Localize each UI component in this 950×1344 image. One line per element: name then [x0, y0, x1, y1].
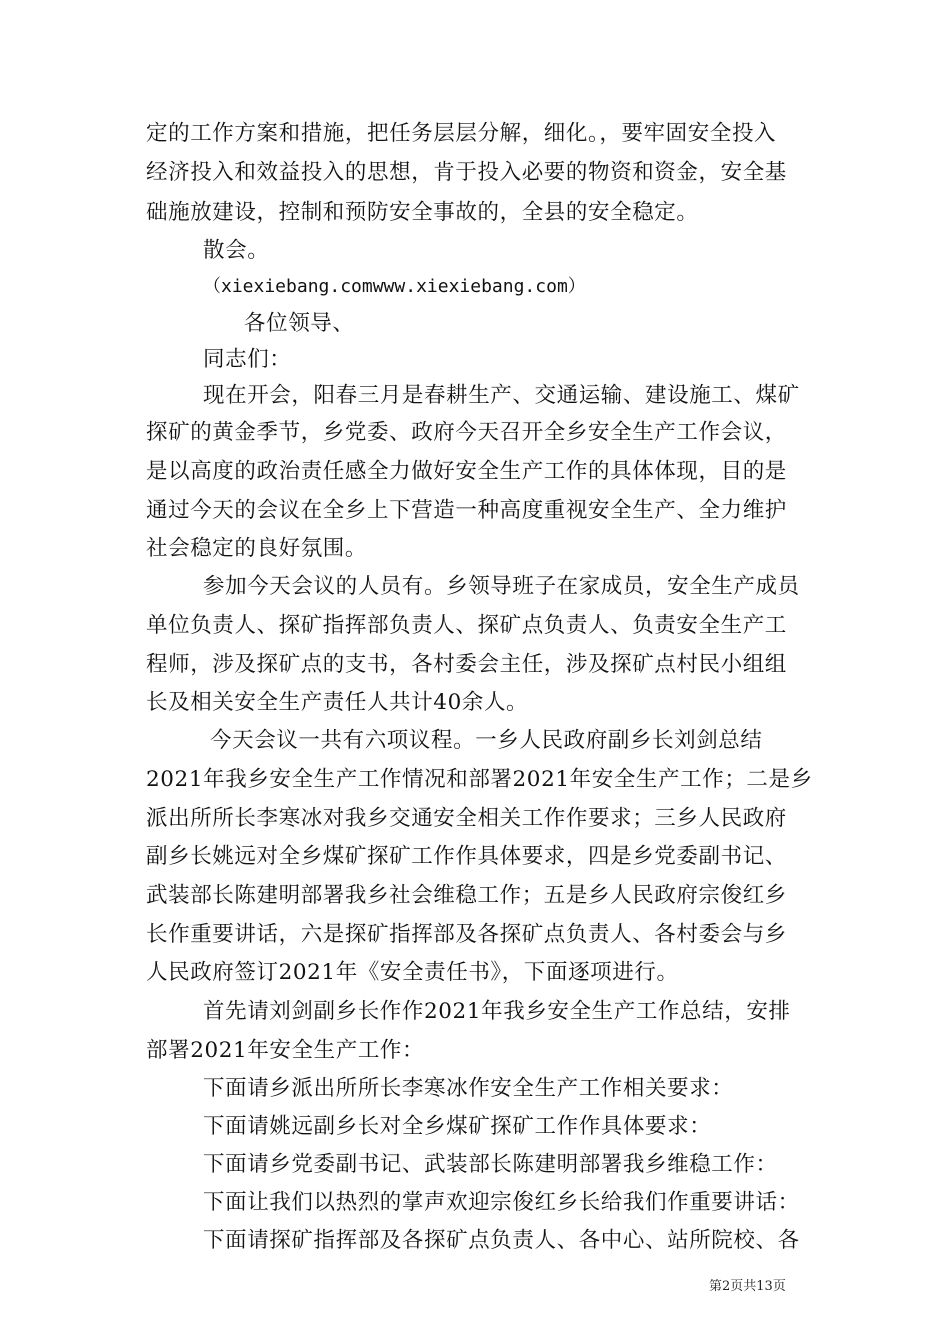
paragraph-line: 定的工作方案和措施，把任务层层分解，细化。，要牢固安全投入	[146, 121, 777, 146]
paragraph-line: 下面让我们以热烈的掌声欢迎宗俊红乡长给我们作重要讲话：	[203, 1190, 800, 1215]
paragraph-line: 2021年我乡安全生产工作情况和部署2021年安全生产工作；二是乡	[146, 767, 813, 792]
paragraph-line: 派出所所长李寒冰对我乡交通安全相关工作作要求；三乡人民政府	[146, 806, 787, 831]
page-number-footer: 第2页共13页	[709, 1279, 786, 1294]
paragraph-line: 今天会议一共有六项议程。一乡人民政府副乡长刘剑总结	[210, 728, 763, 753]
paragraph-line: 下面请乡派出所所长李寒冰作安全生产工作相关要求：	[203, 1076, 734, 1101]
paragraph-line: 下面请探矿指挥部及各探矿点负责人、各中心、站所院校、各	[203, 1228, 800, 1253]
paragraph-line: 首先请刘剑副乡长作作2021年我乡安全生产工作总结，安排	[203, 999, 791, 1024]
paragraph-line: 人民政府签订2021年《安全责任书》，下面逐项进行。	[146, 960, 679, 985]
paragraph-line: 探矿的黄金季节，乡党委、政府今天召开全乡安全生产工作会议，	[146, 420, 787, 445]
paragraph-line: 副乡长姚远对全乡煤矿探矿工作作具体要求，四是乡党委副书记、	[146, 844, 787, 869]
paragraph-line: 下面请姚远副乡长对全乡煤矿探矿工作作具体要求：	[203, 1114, 712, 1139]
paragraph-line: 下面请乡党委副书记、武装部长陈建明部署我乡维稳工作：	[203, 1152, 778, 1177]
paragraph-line: 长作重要讲话，六是探矿指挥部及各探矿点负责人、各村委会与乡	[146, 922, 787, 947]
paragraph-line: 程师，涉及探矿点的支书，各村委会主任，涉及探矿点村民小组组	[146, 652, 787, 677]
paragraph-line: 单位负责人、探矿指挥部负责人、探矿点负责人、负责安全生产工	[146, 613, 787, 638]
paragraph-line: 部署2021年安全生产工作：	[146, 1038, 425, 1063]
salutation-line: 同志们：	[203, 347, 292, 372]
paragraph-line: 参加今天会议的人员有。乡领导班子在家成员，安全生产成员	[203, 574, 800, 599]
paragraph-line: 是以高度的政治责任感全力做好安全生产工作的具体体现，目的是	[146, 459, 787, 484]
paragraph-line: 础施放建设，控制和预防安全事故的，全县的安全稳定。	[146, 200, 699, 225]
paragraph-line: 现在开会，阳春三月是春耕生产、交通运输、建设施工、煤矿	[203, 383, 800, 408]
paragraph-line: 武装部长陈建明部署我乡社会维稳工作；五是乡人民政府宗俊红乡	[146, 883, 787, 908]
paragraph-line: 社会稳定的良好氛围。	[146, 536, 368, 561]
salutation-line: 各位领导、	[244, 311, 355, 336]
source-url-line: （xiexiebang.comwww.xiexiebang.com）	[203, 276, 586, 297]
closing-line: 散会。	[203, 238, 270, 263]
paragraph-line: 长及相关安全生产责任人共计40余人。	[146, 690, 529, 715]
paragraph-line: 经济投入和效益投入的思想，肯于投入必要的物资和资金，安全基	[146, 160, 787, 185]
paragraph-line: 通过今天的会议在全乡上下营造一种高度重视安全生产、全力维护	[146, 498, 787, 523]
